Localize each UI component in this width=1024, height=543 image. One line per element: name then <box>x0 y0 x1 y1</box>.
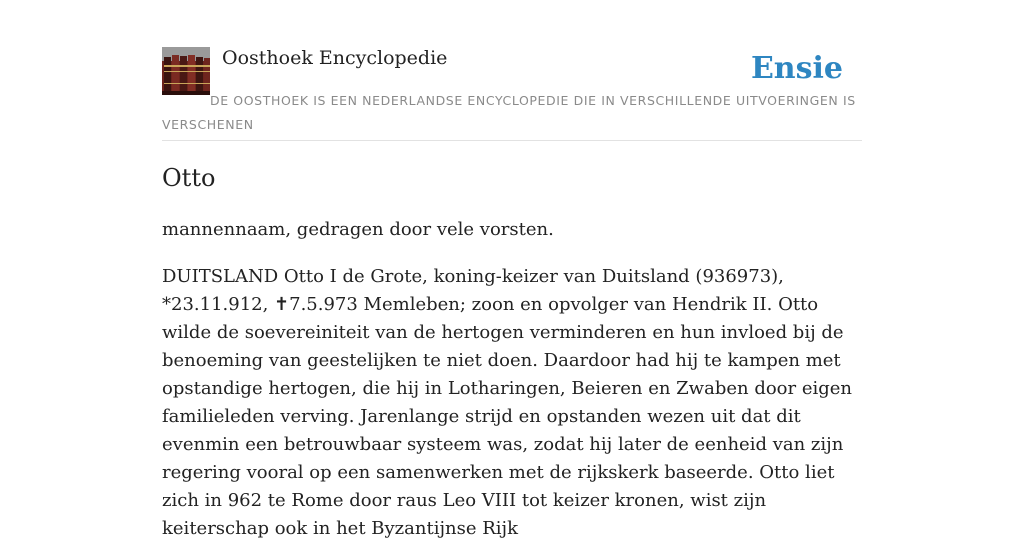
article-paragraph: DUITSLAND Otto I de Grote, koning-keizer van Duitsland (936973), *23.11.912, ✝7.5.973 Memleben; zoon en opvolger van Hendrik II. Otto wilde de soevereiniteit van de hertogen verminderen en hun invloed bij de benoeming van geestelijken te niet doen. Daardoor had hij te kampen met opstandige hertogen, die hij in Lotharingen, Beieren en Zwaben door eigen familieleden verving. Jarenlange strijd en opstanden wezen uit dat dit evenmin een betrouwbaar systeem was, zodat hij later de eenheid van zijn regering vooral op een samenwerken met de rijkskerk baseerde. Otto liet zich in 962 te Rome door raus Leo VIII tot keizer kronen, wist zijn keiterschap ook in het Byzantijnse Rijk <box>162 266 853 539</box>
site-tagline: DE OOSTHOEK IS EEN NEDERLANDSE ENCYCLOPEDIE DIE IN VERSCHILLENDE UITVOERINGEN IS VERSCHENEN <box>162 93 856 132</box>
brand-logo-link[interactable]: Ensie <box>750 51 843 86</box>
article-paragraph: mannennaam, gedragen door vele vorsten. <box>162 219 554 240</box>
encyclopedia-books-icon[interactable] <box>162 47 210 95</box>
site-header <box>162 0 862 141</box>
page <box>162 0 862 539</box>
site-title[interactable]: Oosthoek Encyclopedie <box>222 47 448 69</box>
article-title: Otto <box>162 164 216 192</box>
